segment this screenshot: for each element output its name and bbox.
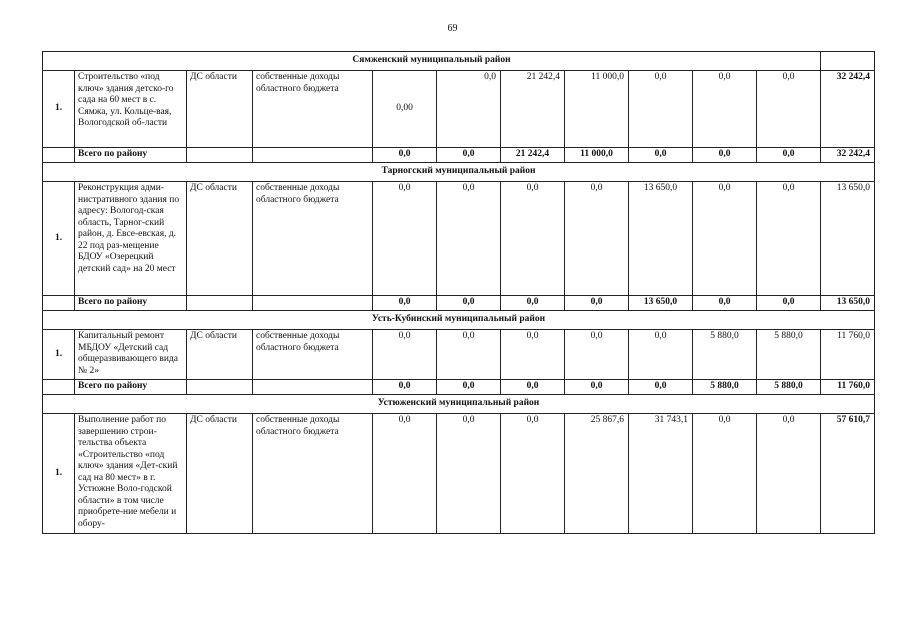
customer-cell: ДС области [187,182,253,296]
funding-source: собственные доходы областного бюджета [253,414,373,534]
district-header [43,311,875,330]
district-header [43,52,875,71]
total-cell: 0,0 [437,148,501,163]
value-cell: 0,0 [693,71,757,148]
object-description: Капитальный ремонт МБДОУ «Детский сад общеразвивающего вида № 2» [75,330,187,380]
value-cell: 0,0 [437,414,501,534]
value-cell: 0,0 [629,330,693,380]
total-cell: 0,0 [629,380,693,395]
total-label: Всего по району [75,148,187,163]
total-value-cell: 57 610,7 [821,414,875,534]
value-cell: 0,0 [757,414,821,534]
total-cell: 0,0 [693,296,757,311]
row-number: 1. [43,71,75,148]
value-cell: 13 650,0 [629,182,693,296]
funding-source: собственные доходы областного бюджета [253,330,373,380]
total-cell: 0,0 [565,296,629,311]
value-cell: 5 880,0 [693,330,757,380]
value-cell: 0,0 [693,182,757,296]
value-cell: 0,0 [373,414,437,534]
total-cell: 13 650,0 [629,296,693,311]
value-cell: 0,0 [373,330,437,380]
district-total-row [43,296,875,311]
value-cell: 21 242,4 [501,71,565,148]
customer-cell: ДС области [187,330,253,380]
total-cell: 0,0 [501,296,565,311]
district-name: Сямженский муниципальный район [43,52,821,71]
total-value-cell: 11 760,0 [821,330,875,380]
funding-source: собственные доходы областного бюджета [253,182,373,296]
value-cell: 0,0 [437,182,501,296]
total-cell: 11 000,0 [565,148,629,163]
table-row [43,182,875,296]
object-description: Выполнение работ по завершению строи-тельства объекта «Строительство «под ключ» здания «Дет-ский сад на 80 мест» в г. Устюжне Воло-годской области» в том числе приобрете-ние мебели и обору- [75,414,187,534]
value-cell: 0,0 [757,182,821,296]
value-cell: 0,0 [501,330,565,380]
total-cell: 0,0 [373,296,437,311]
page-number: 69 [447,23,458,34]
total-label: Всего по району [75,296,187,311]
district-total-row [43,380,875,395]
table-row [43,330,875,380]
total-label: Всего по району [75,380,187,395]
total-value-cell: 13 650,0 [821,182,875,296]
customer-cell: ДС области [187,71,253,148]
value-cell: 0,0 [501,182,565,296]
total-cell: 13 650,0 [821,296,875,311]
district-header [43,395,875,414]
value-cell: 0,0 [629,71,693,148]
value-cell: 0,0 [437,71,501,148]
table-row [43,414,875,534]
total-cell: 0,0 [501,380,565,395]
object-description: Реконструкция адми-нистративного здания по адресу: Вологод-ская область, Тарног-ский район, д. Евсе-евская, д. 22 под раз-мещение БДОУ «Озерецкий детский сад» на 20 мест [75,182,187,296]
district-name: Усть-Кубинский муниципальный район [43,311,875,330]
funding-source: собственные доходы областного бюджета [253,71,373,148]
value-cell: 0,0 [373,182,437,296]
district-header [43,163,875,182]
total-cell: 0,0 [629,148,693,163]
total-cell: 21 242,4 [501,148,565,163]
value-cell: 0,0 [693,414,757,534]
value-cell: 0,0 [757,71,821,148]
value-cell: 11 000,0 [565,71,629,148]
total-cell: 0,0 [757,148,821,163]
value-cell: 25 867,6 [565,414,629,534]
total-cell: 0,0 [373,380,437,395]
total-value-cell: 32 242,4 [821,71,875,148]
value-cell: 0,0 [437,330,501,380]
value-cell: 0,00 [373,71,437,148]
total-cell: 11 760,0 [821,380,875,395]
district-name: Тарногский муниципальный район [43,163,875,182]
value-cell: 0,0 [565,330,629,380]
total-cell: 0,0 [373,148,437,163]
district-total-row [43,148,875,163]
value-cell: 0,0 [501,414,565,534]
object-description: Строительство «под ключ» здания детско-го сада на 60 мест в с. Сямжа, ул. Кольце-вая, Вологодской об-ласти [75,71,187,148]
value-cell: 5 880,0 [757,330,821,380]
total-cell: 0,0 [565,380,629,395]
row-number: 1. [43,414,75,534]
row-number: 1. [43,330,75,380]
total-cell: 0,0 [693,148,757,163]
table-row [43,71,875,148]
total-cell: 0,0 [437,296,501,311]
total-cell: 5 880,0 [693,380,757,395]
total-cell: 32 242,4 [821,148,875,163]
customer-cell: ДС области [187,414,253,534]
budget-table [42,51,875,534]
total-cell: 5 880,0 [757,380,821,395]
value-cell: 0,0 [565,182,629,296]
total-cell: 0,0 [437,380,501,395]
value-cell: 31 743,1 [629,414,693,534]
district-name: Устюженский муниципальный район [43,395,875,414]
total-cell: 0,0 [757,296,821,311]
row-number: 1. [43,182,75,296]
